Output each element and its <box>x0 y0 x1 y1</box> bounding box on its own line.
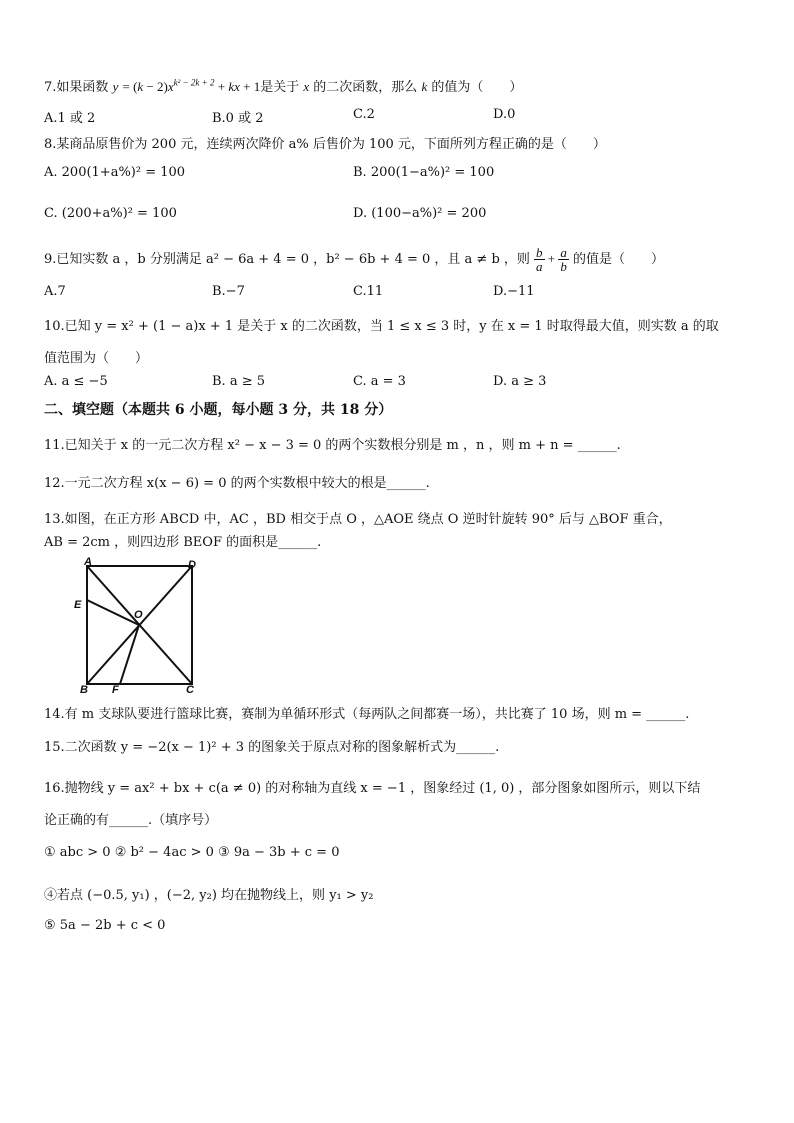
question-16-item-5: ⑤ 5a − 2b + c < 0 <box>44 918 166 933</box>
segment-oe <box>87 600 139 625</box>
question-15: 15.二次函数 y = −2(x − 1)² + 3 的图象关于原点对称的图象解析式为______. <box>44 740 500 755</box>
question-8-option-d: D. (100−a%)² = 200 <box>353 206 487 221</box>
label-c: C <box>186 684 194 696</box>
question-8-option-c: C. (200+a%)² = 100 <box>44 206 177 221</box>
question-7-option-d: D.0 <box>493 107 516 122</box>
question-7-stem: 7.如果函数 $y = (k - 2)x^{k^2 - 2k + 2}$ + kx + 1是关于 x 的二次函数，那么 k 的值为（ ） <box>44 77 523 95</box>
square-rotation-diagram <box>72 556 212 696</box>
question-10-stem-line2: 值范围为（ ） <box>44 351 149 366</box>
question-13-stem-line1: 13.如图，在正方形 ABCD 中，AC ，BD 相交于点 O ，△AOE 绕点 O 逆时针旋转 90° 后与 △BOF 重合， <box>44 512 672 527</box>
label-f: F <box>112 684 119 696</box>
question-11: 11.已知关于 x 的一元二次方程 x² − x − 3 = 0 的两个实数根分别是 m ，n ，则 m + n = ______. <box>44 438 621 453</box>
fraction-a-over-b: $\frac{a}{b}$ <box>560 245 567 274</box>
question-13-stem-line2: AB = 2cm ，则四边形 BEOF 的面积是______. <box>44 535 322 550</box>
label-b: B <box>80 684 88 696</box>
question-10-option-b: B. a ≥ 5 <box>212 374 265 389</box>
question-16-stem-line1: 16.抛物线 y = ax² + bx + c(a ≠ 0) 的对称轴为直线 x = −1 ，图象经过 (1, 0) ，部分图象如图所示，则以下结 <box>44 781 701 796</box>
question-10-option-c: C. a = 3 <box>353 374 406 389</box>
label-o: O <box>134 609 143 621</box>
question-9-option-b: B.−7 <box>212 284 245 299</box>
question-16-items-1-3: ① abc > 0 ② b² − 4ac > 0 ③ 9a − 3b + c = 0 <box>44 845 340 860</box>
label-a: A <box>84 556 92 568</box>
question-14: 14.有 m 支球队要进行篮球比赛，赛制为单循环形式（每两队之间都赛一场），共比赛了 10 场，则 m = ______. <box>44 707 690 722</box>
segment-of <box>120 625 139 684</box>
question-8-stem: 8.某商品原售价为 200 元，连续两次降价 a% 后售价为 100 元，下面所列方程正确的是（ ） <box>44 137 606 152</box>
question-7-option-c: C.2 <box>353 107 375 122</box>
question-10-stem-line1: 10.已知 y = x² + (1 − a)x + 1 是关于 x 的二次函数，当 1 ≤ x ≤ 3 时，y 在 x = 1 时取得最大值，则实数 a 的取 <box>44 319 719 334</box>
question-7-option-a: A.1 或 2 <box>44 111 96 126</box>
question-8-option-a: A. 200(1+a%)² = 100 <box>44 165 186 180</box>
question-9-stem: 9.已知实数 a ，b 分别满足 a² − 6a + 4 = 0 ，b² − 6b + 4 = 0 ，且 a ≠ b ，则 $\frac{b}{a}$ + $\frac{a}{b}$ 的值是（ ） <box>44 245 665 274</box>
question-12: 12.一元二次方程 x(x − 6) = 0 的两个实数根中较大的根是______. <box>44 476 430 491</box>
question-10-option-d: D. a ≥ 3 <box>493 374 547 389</box>
label-e: E <box>74 599 82 611</box>
question-9-option-a: A.7 <box>44 284 66 299</box>
question-9-option-c: C.11 <box>353 284 384 299</box>
question-16-stem-line2: 论正确的有______.（填序号） <box>44 813 218 828</box>
question-9-option-d: D.−11 <box>493 284 535 299</box>
question-8-option-b: B. 200(1−a%)² = 100 <box>353 165 495 180</box>
question-7-option-b: B.0 或 2 <box>212 111 264 126</box>
label-d: D <box>188 559 196 571</box>
fraction-b-over-a: $\frac{b}{a}$ <box>536 245 543 274</box>
question-16-item-4: ④若点 (−0.5, y₁) ，(−2, y₂) 均在抛物线上，则 y₁ > y₂ <box>44 888 374 903</box>
question-10-option-a: A. a ≤ −5 <box>44 374 108 389</box>
section-heading-fill-in: 二、填空题（本题共 6 小题，每小题 3 分，共 18 分） <box>44 402 393 418</box>
